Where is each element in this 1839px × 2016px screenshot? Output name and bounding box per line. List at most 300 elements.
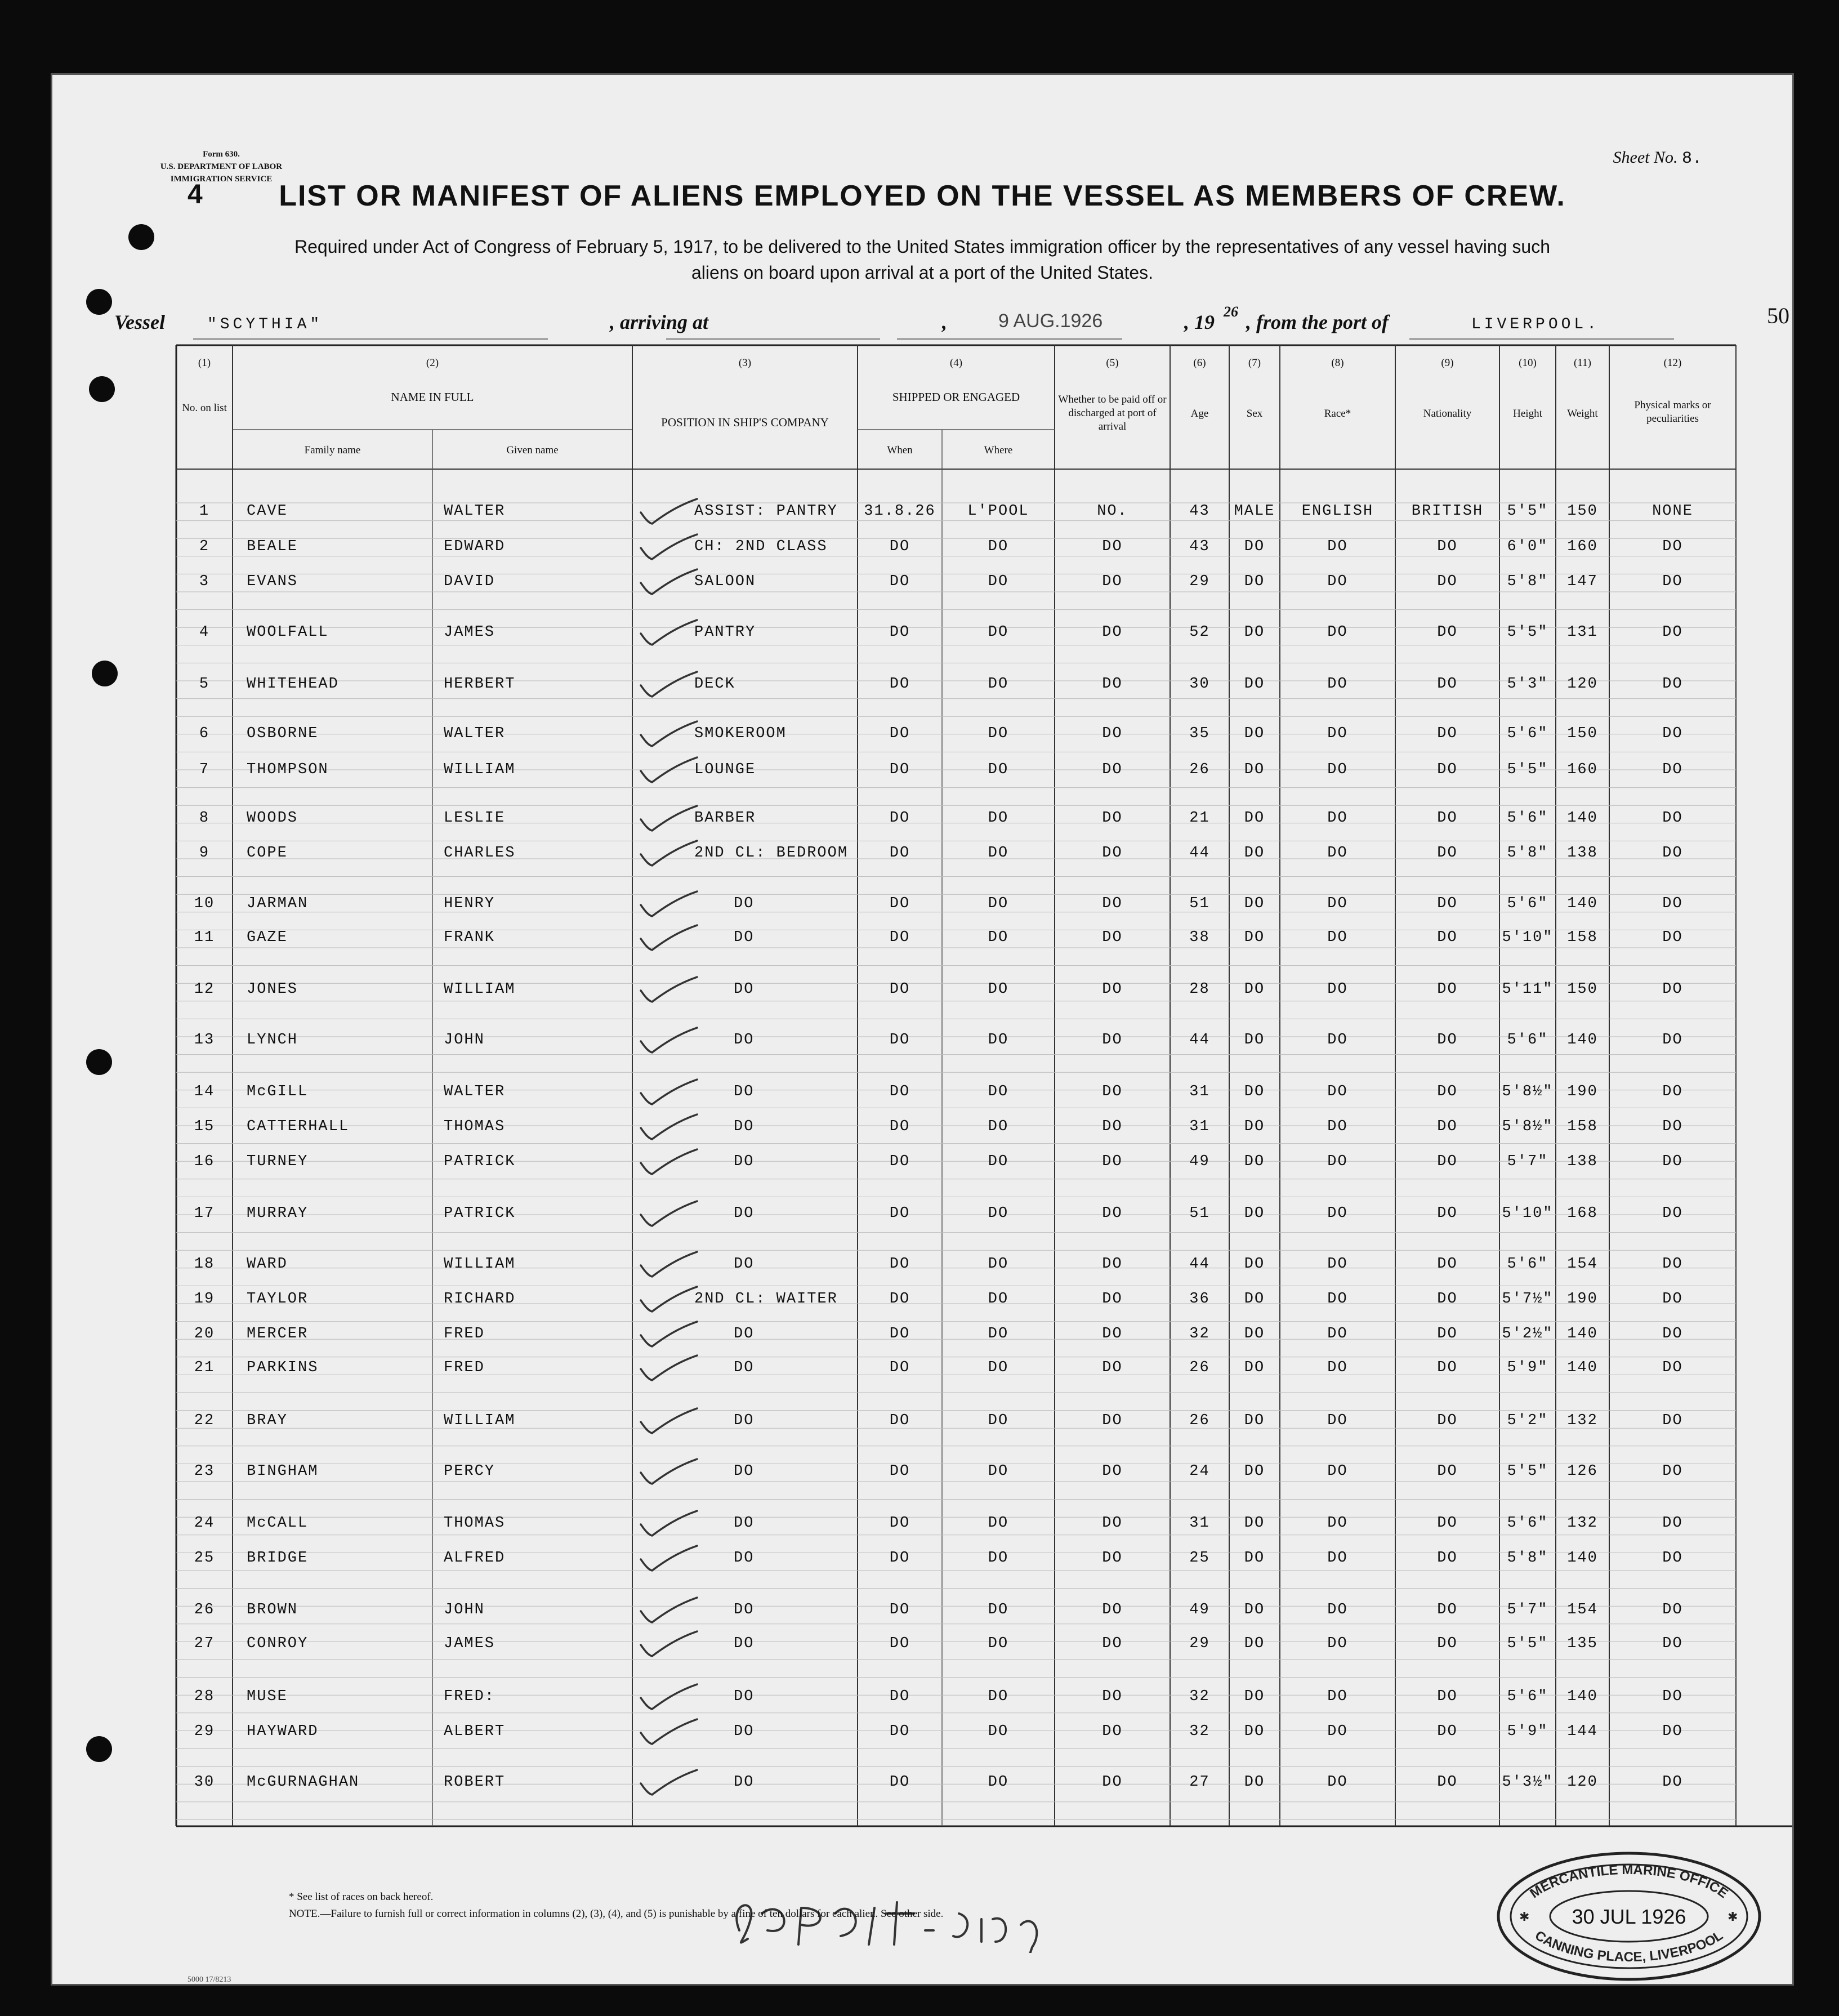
shipped-where-cell: DO	[988, 573, 1009, 590]
race-cell: DO	[1327, 573, 1348, 590]
race-cell: DO	[1327, 1256, 1348, 1273]
paid-off-cell: DO	[1102, 1688, 1123, 1705]
height-cell: 5'6"	[1507, 810, 1548, 827]
position-cell: DO	[734, 1463, 755, 1480]
sex-cell: DO	[1244, 1032, 1265, 1049]
age-cell: 32	[1189, 1723, 1210, 1740]
table-row	[52, 842, 1792, 864]
age-cell: 49	[1189, 1602, 1210, 1618]
row-number: 24	[194, 1515, 215, 1532]
row-number: 13	[194, 1032, 215, 1049]
shipped-where-cell: DO	[988, 981, 1009, 998]
age-cell: 51	[1189, 895, 1210, 912]
physical-marks-cell: DO	[1662, 895, 1683, 912]
physical-marks-cell: DO	[1662, 1205, 1683, 1222]
weight-cell: 168	[1567, 1205, 1598, 1222]
given-name-cell: WALTER	[444, 725, 506, 742]
paid-off-cell: DO	[1102, 725, 1123, 742]
nationality-cell: DO	[1437, 929, 1458, 946]
year-label: , 19	[1184, 311, 1215, 333]
height-cell: 5'2½"	[1502, 1326, 1554, 1342]
nationality-cell: DO	[1437, 1723, 1458, 1740]
header-position: POSITION IN SHIP'S COMPANY	[661, 416, 829, 429]
race-cell: DO	[1327, 725, 1348, 742]
weight-cell: 138	[1567, 1153, 1598, 1170]
height-cell: 5'6"	[1507, 1515, 1548, 1532]
sex-cell: DO	[1244, 538, 1265, 555]
shipped-where-cell: DO	[988, 1463, 1009, 1480]
race-cell: DO	[1327, 1515, 1348, 1532]
shipped-when-cell: DO	[889, 538, 910, 555]
weight-cell: 120	[1567, 676, 1598, 693]
col-num-7: (7)	[1248, 357, 1261, 369]
height-cell: 5'8"	[1507, 1550, 1548, 1567]
paid-off-cell: DO	[1102, 1412, 1123, 1429]
subtitle-line-1: Required under Act of Congress of February 5, 1917, to be delivered to the United States immigration officer by the representatives of any vessel having such	[294, 237, 1550, 257]
shipped-when-cell: DO	[889, 1774, 910, 1791]
family-name-cell: WOOLFALL	[247, 624, 329, 641]
punch-hole	[89, 376, 115, 402]
table-row	[52, 1357, 1792, 1379]
weight-cell: 150	[1567, 725, 1598, 742]
shipped-when-cell: DO	[889, 845, 910, 862]
position-cell: DO	[734, 1550, 755, 1567]
table-row	[52, 536, 1792, 558]
shipped-where-cell: DO	[988, 929, 1009, 946]
seal-date: 30 JUL 1926	[1572, 1905, 1686, 1928]
table-row	[52, 1460, 1792, 1483]
table-row	[52, 1253, 1792, 1275]
paid-off-cell: DO	[1102, 761, 1123, 778]
table-row	[52, 500, 1792, 523]
col-num-12: (12)	[1663, 357, 1682, 369]
footnote-races: * See list of races on back hereof.	[289, 1891, 434, 1903]
weight-cell: 190	[1567, 1083, 1598, 1100]
given-name-cell: DAVID	[444, 573, 496, 590]
physical-marks-cell: DO	[1662, 1032, 1683, 1049]
race-cell: DO	[1327, 1602, 1348, 1618]
family-name-cell: LYNCH	[247, 1032, 298, 1049]
sex-cell: DO	[1244, 1118, 1265, 1135]
given-name-cell: FRANK	[444, 929, 496, 946]
check-mark-icon	[638, 1456, 700, 1487]
check-mark-icon	[638, 531, 700, 563]
physical-marks-cell: DO	[1662, 624, 1683, 641]
family-name-cell: JARMAN	[247, 895, 309, 912]
vessel-name: "SCYTHIA"	[207, 316, 323, 333]
family-name-cell: BRIDGE	[247, 1550, 309, 1567]
height-cell: 5'9"	[1507, 1359, 1548, 1376]
shipped-where-cell: DO	[988, 725, 1009, 742]
position-cell: DO	[734, 1153, 755, 1170]
given-name-cell: JOHN	[444, 1032, 485, 1049]
family-name-cell: GAZE	[247, 929, 288, 946]
table-row	[52, 1512, 1792, 1535]
race-cell: DO	[1327, 1205, 1348, 1222]
paid-off-cell: NO.	[1097, 503, 1128, 520]
sex-cell: MALE	[1234, 503, 1275, 520]
position-cell: ASSIST: PANTRY	[694, 503, 838, 520]
age-cell: 28	[1189, 981, 1210, 998]
nationality-cell: DO	[1437, 1602, 1458, 1618]
mercantile-marine-seal	[1494, 1849, 1764, 1984]
underline	[193, 338, 548, 340]
nationality-cell: DO	[1437, 1550, 1458, 1567]
weight-cell: 140	[1567, 810, 1598, 827]
race-cell: DO	[1327, 981, 1348, 998]
row-number: 7	[199, 761, 210, 778]
row-number: 28	[194, 1688, 215, 1705]
table-row	[52, 1081, 1792, 1103]
physical-marks-cell: DO	[1662, 1153, 1683, 1170]
family-name-cell: HAYWARD	[247, 1723, 319, 1740]
position-cell: DO	[734, 1515, 755, 1532]
weight-cell: 131	[1567, 624, 1598, 641]
header-paid-off: Whether to be paid off or discharged at port of arrival	[1058, 394, 1167, 432]
given-name-cell: HERBERT	[444, 676, 516, 693]
check-mark-icon	[638, 974, 700, 1005]
header-where: Where	[984, 444, 1013, 456]
height-cell: 5'9"	[1507, 1723, 1548, 1740]
shipped-when-cell: DO	[889, 1256, 910, 1273]
table-row	[52, 621, 1792, 644]
table-row	[52, 1116, 1792, 1138]
race-cell: DO	[1327, 1774, 1348, 1791]
physical-marks-cell: DO	[1662, 1359, 1683, 1376]
table-row	[52, 807, 1792, 829]
check-mark-icon	[638, 617, 700, 648]
shipped-where-cell: DO	[988, 810, 1009, 827]
title-text: LIST OR MANIFEST OF ALIENS EMPLOYED ON THE VESSEL AS MEMBERS OF CREW.	[279, 180, 1566, 212]
given-name-cell: PATRICK	[444, 1205, 516, 1222]
paid-off-cell: DO	[1102, 1515, 1123, 1532]
family-name-cell: BINGHAM	[247, 1463, 319, 1480]
sex-cell: DO	[1244, 1326, 1265, 1342]
paid-off-cell: DO	[1102, 573, 1123, 590]
subtitle-line-2: aliens on board upon arrival at a port of the United States.	[691, 262, 1154, 283]
weight-cell: 140	[1567, 1326, 1598, 1342]
physical-marks-cell: DO	[1662, 725, 1683, 742]
shipped-where-cell: DO	[988, 1291, 1009, 1308]
corner-mark: 4	[188, 180, 204, 209]
position-cell: DO	[734, 929, 755, 946]
shipped-when-cell: DO	[889, 895, 910, 912]
header-name-in-full: NAME IN FULL	[391, 390, 474, 404]
sex-cell: DO	[1244, 895, 1265, 912]
nationality-cell: DO	[1437, 1256, 1458, 1273]
row-number: 3	[199, 573, 210, 590]
family-name-cell: TURNEY	[247, 1153, 309, 1170]
check-mark-icon	[638, 754, 700, 786]
shipped-when-cell: DO	[889, 1083, 910, 1100]
shipped-when-cell: 31.8.26	[864, 503, 936, 520]
shipped-where-cell: DO	[988, 1774, 1009, 1791]
table-row	[52, 1771, 1792, 1794]
weight-cell: 158	[1567, 1118, 1598, 1135]
check-mark-icon	[638, 566, 700, 597]
row-number: 8	[199, 810, 210, 827]
family-name-cell: MERCER	[247, 1326, 309, 1342]
weight-cell: 154	[1567, 1602, 1598, 1618]
physical-marks-cell: DO	[1662, 929, 1683, 946]
given-name-cell: PERCY	[444, 1463, 496, 1480]
age-cell: 26	[1189, 1412, 1210, 1429]
paid-off-cell: DO	[1102, 1463, 1123, 1480]
header-given-name: Given name	[506, 444, 559, 456]
table-row	[52, 1202, 1792, 1225]
table-row	[52, 1633, 1792, 1655]
height-cell: 5'11"	[1502, 981, 1554, 998]
row-number: 15	[194, 1118, 215, 1135]
shipped-when-cell: DO	[889, 1291, 910, 1308]
nationality-cell: DO	[1437, 1032, 1458, 1049]
check-mark-icon	[638, 1628, 700, 1660]
given-name-cell: EDWARD	[444, 538, 506, 555]
table-row	[52, 1410, 1792, 1432]
check-mark-icon	[638, 1318, 700, 1350]
check-mark-icon	[638, 1716, 700, 1747]
family-name-cell: THOMPSON	[247, 761, 329, 778]
race-cell: DO	[1327, 1723, 1348, 1740]
race-cell: DO	[1327, 676, 1348, 693]
row-number: 5	[199, 676, 210, 693]
paid-off-cell: DO	[1102, 845, 1123, 862]
row-number: 11	[194, 929, 215, 946]
check-mark-icon	[638, 496, 700, 527]
family-name-cell: COPE	[247, 845, 288, 862]
svg-text:MERCANTILE MARINE OFFICE	[1527, 1862, 1731, 1901]
age-cell: 32	[1189, 1326, 1210, 1342]
position-cell: PANTRY	[694, 624, 756, 641]
row-number: 1	[199, 503, 210, 520]
table-row	[52, 570, 1792, 593]
given-name-cell: ALFRED	[444, 1550, 506, 1567]
physical-marks-cell: NONE	[1652, 503, 1693, 520]
paid-off-cell: DO	[1102, 676, 1123, 693]
shipped-where-cell: DO	[988, 1359, 1009, 1376]
shipped-when-cell: DO	[889, 1205, 910, 1222]
underline	[666, 338, 880, 340]
check-mark-icon	[638, 802, 700, 834]
paid-off-cell: DO	[1102, 929, 1123, 946]
nationality-cell: DO	[1437, 1359, 1458, 1376]
age-cell: 36	[1189, 1291, 1210, 1308]
shipped-when-cell: DO	[889, 1602, 910, 1618]
table-row	[52, 1599, 1792, 1621]
shipped-when-cell: DO	[889, 676, 910, 693]
shipped-when-cell: DO	[889, 1153, 910, 1170]
position-cell: DO	[734, 1256, 755, 1273]
paid-off-cell: DO	[1102, 810, 1123, 827]
shipped-when-cell: DO	[889, 810, 910, 827]
physical-marks-cell: DO	[1662, 1688, 1683, 1705]
nationality-cell: DO	[1437, 761, 1458, 778]
check-mark-icon	[638, 1248, 700, 1280]
row-number: 4	[199, 624, 210, 641]
race-cell: DO	[1327, 1032, 1348, 1049]
height-cell: 5'6"	[1507, 1688, 1548, 1705]
shipped-where-cell: DO	[988, 1688, 1009, 1705]
check-mark-icon	[638, 1198, 700, 1229]
seal-star-icon: ✱	[1728, 1910, 1738, 1924]
age-cell: 24	[1189, 1463, 1210, 1480]
position-cell: DO	[734, 1032, 755, 1049]
shipped-when-cell: DO	[889, 1723, 910, 1740]
given-name-cell: ALBERT	[444, 1723, 506, 1740]
given-name-cell: PATRICK	[444, 1153, 516, 1170]
arriving-comma: ,	[942, 311, 947, 333]
given-name-cell: RICHARD	[444, 1291, 516, 1308]
age-cell: 31	[1189, 1083, 1210, 1100]
header-height: Height	[1513, 408, 1542, 420]
physical-marks-cell: DO	[1662, 1723, 1683, 1740]
age-cell: 31	[1189, 1118, 1210, 1135]
race-cell: DO	[1327, 929, 1348, 946]
given-name-cell: ROBERT	[444, 1774, 506, 1791]
sex-cell: DO	[1244, 981, 1265, 998]
race-cell: DO	[1327, 1463, 1348, 1480]
sex-cell: DO	[1244, 1635, 1265, 1652]
check-mark-icon	[638, 668, 700, 700]
table-row	[52, 1150, 1792, 1173]
physical-marks-cell: DO	[1662, 1291, 1683, 1308]
shipped-where-cell: DO	[988, 1153, 1009, 1170]
position-cell: LOUNGE	[694, 761, 756, 778]
age-cell: 31	[1189, 1515, 1210, 1532]
nationality-cell: DO	[1437, 1635, 1458, 1652]
shipped-where-cell: DO	[988, 1118, 1009, 1135]
weight-cell: 150	[1567, 981, 1598, 998]
given-name-cell: HENRY	[444, 895, 496, 912]
physical-marks-cell: DO	[1662, 1326, 1683, 1342]
weight-cell: 120	[1567, 1774, 1598, 1791]
age-cell: 26	[1189, 1359, 1210, 1376]
check-mark-icon	[638, 1146, 700, 1178]
position-cell: DO	[734, 1602, 755, 1618]
height-cell: 5'7½"	[1502, 1291, 1554, 1308]
year-value: 26	[1224, 304, 1238, 320]
family-name-cell: McGILL	[247, 1083, 309, 1100]
table-row	[52, 1288, 1792, 1310]
shipped-where-cell: DO	[988, 1205, 1009, 1222]
nationality-cell: DO	[1437, 1083, 1458, 1100]
nationality-cell: DO	[1437, 725, 1458, 742]
height-cell: 5'10"	[1502, 929, 1554, 946]
sex-cell: DO	[1244, 1550, 1265, 1567]
sex-cell: DO	[1244, 845, 1265, 862]
race-cell: DO	[1327, 624, 1348, 641]
shipped-where-cell: DO	[988, 1635, 1009, 1652]
shipped-where-cell: DO	[988, 761, 1009, 778]
arrival-date-stamp: 9 AUG.1926	[998, 310, 1103, 332]
paid-off-cell: DO	[1102, 1774, 1123, 1791]
nationality-cell: DO	[1437, 1205, 1458, 1222]
race-cell: ENGLISH	[1301, 503, 1374, 520]
port-value: LIVERPOOL.	[1471, 316, 1600, 333]
header-physical-marks: Physical marks or peculiarities	[1634, 399, 1711, 425]
check-mark-icon	[638, 1283, 700, 1315]
physical-marks-cell: DO	[1662, 1118, 1683, 1135]
age-cell: 29	[1189, 573, 1210, 590]
age-cell: 51	[1189, 1205, 1210, 1222]
sheet-number-label: Sheet No.	[1613, 148, 1678, 167]
height-cell: 5'8½"	[1502, 1083, 1554, 1100]
height-cell: 5'5"	[1507, 624, 1548, 641]
family-name-cell: BEALE	[247, 538, 298, 555]
race-cell: DO	[1327, 538, 1348, 555]
nationality-cell: DO	[1437, 1118, 1458, 1135]
shipped-where-cell: DO	[988, 1602, 1009, 1618]
seal-bottom-text: CANNING PLACE, LIVERPOOL	[1532, 1928, 1726, 1965]
row-number: 9	[199, 845, 210, 862]
sex-cell: DO	[1244, 1256, 1265, 1273]
nationality-cell: DO	[1437, 676, 1458, 693]
race-cell: DO	[1327, 1083, 1348, 1100]
race-cell: DO	[1327, 895, 1348, 912]
physical-marks-cell: DO	[1662, 1463, 1683, 1480]
sex-cell: DO	[1244, 1774, 1265, 1791]
height-cell: 5'7"	[1507, 1153, 1548, 1170]
given-name-cell: LESLIE	[444, 810, 506, 827]
given-name-cell: FRED	[444, 1326, 485, 1342]
family-name-cell: BROWN	[247, 1602, 298, 1618]
position-cell: DO	[734, 1118, 755, 1135]
weight-cell: 154	[1567, 1256, 1598, 1273]
shipped-where-cell: DO	[988, 1256, 1009, 1273]
form-number: Form 630.	[203, 150, 240, 159]
given-name-cell: FRED	[444, 1359, 485, 1376]
shipped-where-cell: DO	[988, 1515, 1009, 1532]
age-cell: 27	[1189, 1774, 1210, 1791]
row-number: 22	[194, 1412, 215, 1429]
position-cell: DO	[734, 895, 755, 912]
position-cell: DO	[734, 981, 755, 998]
height-cell: 5'6"	[1507, 895, 1548, 912]
height-cell: 5'5"	[1507, 1463, 1548, 1480]
height-cell: 5'8"	[1507, 573, 1548, 590]
row-number: 18	[194, 1256, 215, 1273]
header-nationality: Nationality	[1423, 408, 1472, 420]
sex-cell: DO	[1244, 573, 1265, 590]
col-num-5: (5)	[1106, 357, 1119, 369]
col-num-1: (1)	[198, 357, 211, 369]
paid-off-cell: DO	[1102, 1032, 1123, 1049]
height-cell: 5'8"	[1507, 845, 1548, 862]
header-when: When	[887, 444, 913, 456]
position-cell: DO	[734, 1688, 755, 1705]
sex-cell: DO	[1244, 624, 1265, 641]
position-cell: DO	[734, 1326, 755, 1342]
row-number: 23	[194, 1463, 215, 1480]
nationality-cell: DO	[1437, 1515, 1458, 1532]
vessel-label: Vessel	[114, 311, 165, 333]
check-mark-icon	[638, 888, 700, 920]
check-mark-icon	[638, 837, 700, 869]
weight-cell: 158	[1567, 929, 1598, 946]
age-cell: 21	[1189, 810, 1210, 827]
physical-marks-cell: DO	[1662, 1256, 1683, 1273]
check-mark-icon	[638, 1111, 700, 1143]
nationality-cell: DO	[1437, 981, 1458, 998]
physical-marks-cell: DO	[1662, 1412, 1683, 1429]
shipped-where-cell: DO	[988, 1326, 1009, 1342]
given-name-cell: WILLIAM	[444, 1256, 516, 1273]
height-cell: 5'3"	[1507, 676, 1548, 693]
sex-cell: DO	[1244, 1205, 1265, 1222]
position-cell: 2ND CL: BEDROOM	[694, 845, 849, 862]
footnote-penalty: NOTE.—Failure to furnish full or correct information in columns (2), (3), (4), and (5) is punishable by a fine of ten dollars for each alien. See other side.	[289, 1908, 944, 1920]
height-cell: 5'3½"	[1502, 1774, 1554, 1791]
